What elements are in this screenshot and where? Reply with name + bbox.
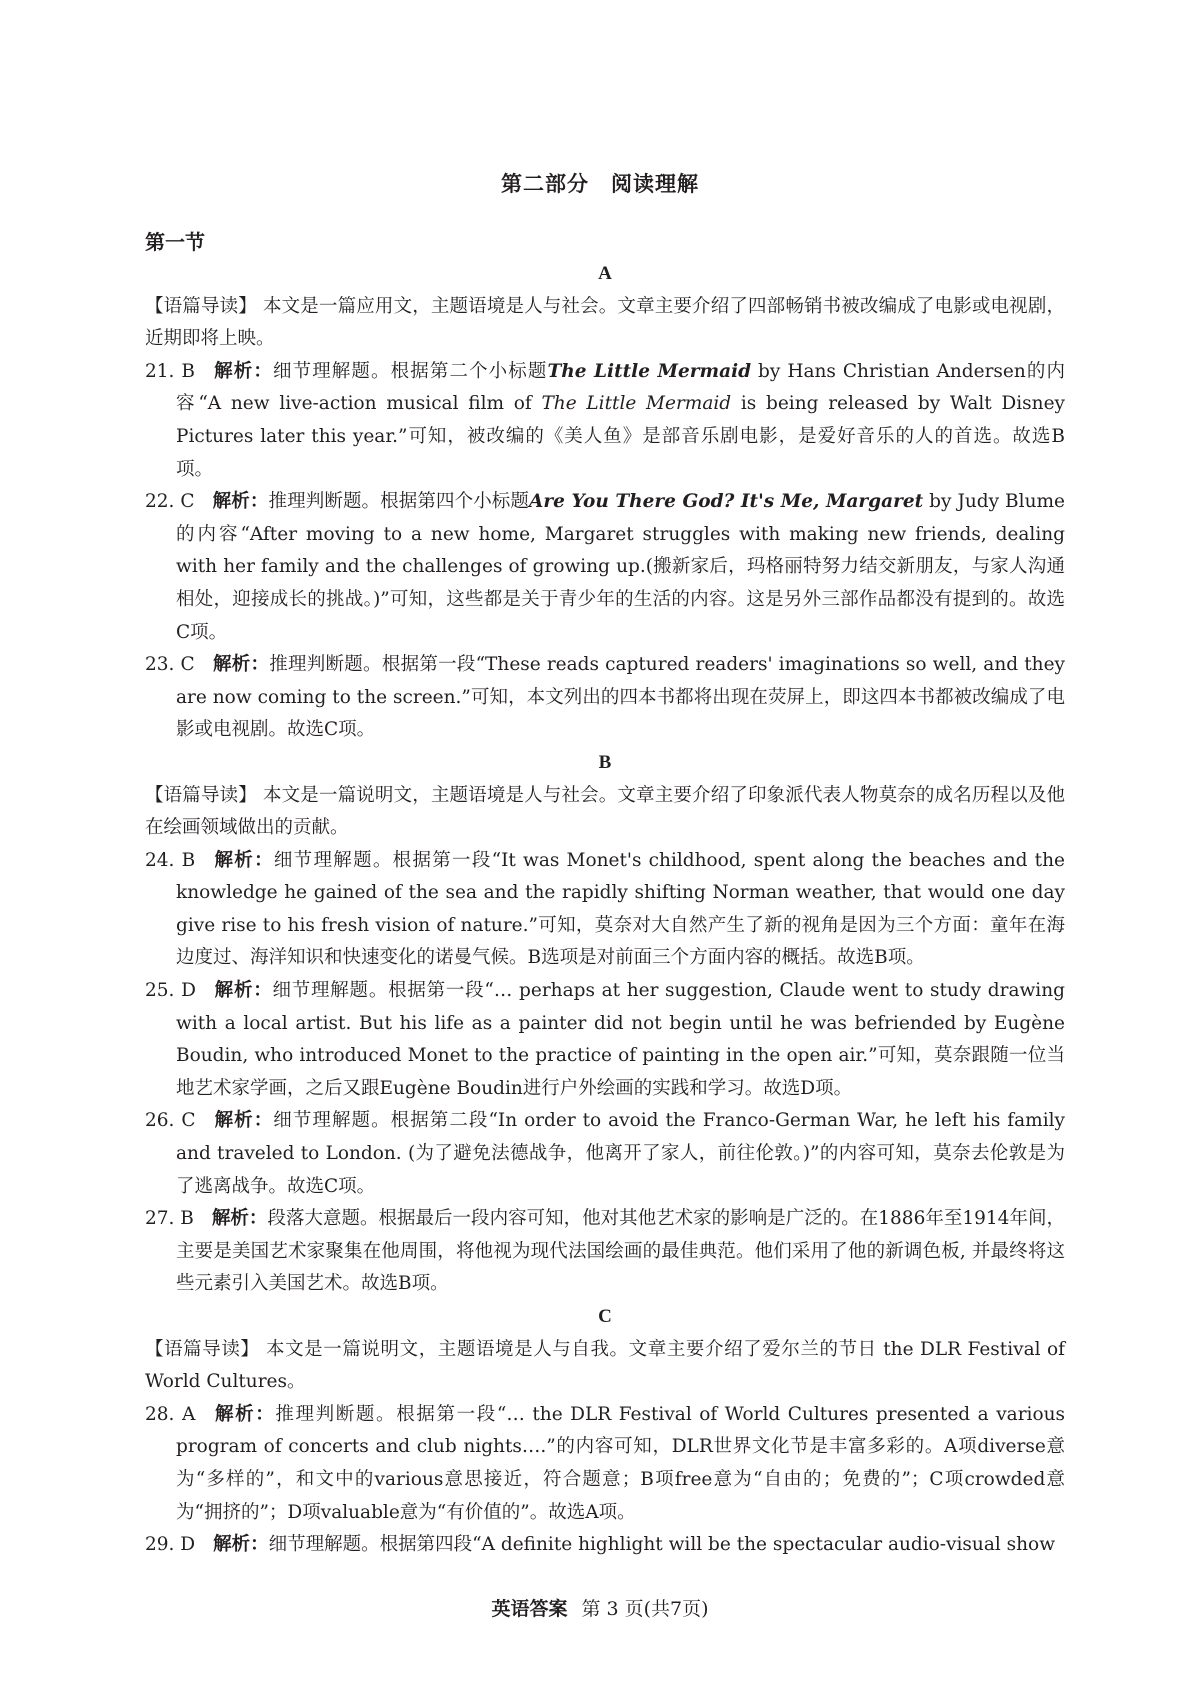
- question-29: [145, 1529, 1065, 1562]
- footer-page-number: 第 3 页(共7页): [581, 1598, 709, 1620]
- question-24: [145, 845, 1065, 975]
- intro-tag: 【语篇导读】: [145, 295, 257, 317]
- book-title: The Little Mermaid: [541, 393, 732, 415]
- passage-c-intro: [145, 1334, 1065, 1399]
- question-number: 21. B: [145, 360, 196, 382]
- passage-a-label: A: [598, 263, 612, 284]
- passage-b-intro: [145, 780, 1065, 845]
- analysis-text: 细节理解题。根据第一段“It was Monet's childhood, spent along the beaches and the knowledge he gained of the sea and the rapidly shifting Norman weather, that would one day give rise to his fresh vision of nature.”可知，莫奈对大自然产生了新的视角是因为三个方面：童年在海边度过、海洋知识和快速变化的诺曼气候。B选项是对前面三个方面内容的概括。故选B项。: [176, 849, 1065, 969]
- footer-subject: 英语答案: [491, 1598, 568, 1620]
- question-22: [145, 486, 1065, 649]
- analysis-text: by Hans Christian Andersen的内容“A new live-action musical film of: [176, 360, 1065, 415]
- analysis-text: 细节理解题。根据第四段“A definite highlight will be the spectacular audio-visual show: [268, 1534, 1056, 1556]
- analysis-label: 解析：: [212, 654, 270, 676]
- analysis-text: 推理判断题。根据第一段“These reads captured readers' imaginations so well, and they are now coming to the screen.”可知，本文列出的四本书都将出现在荧屏上，即这四本书都被改编成了电影或电视剧。故选C项。: [176, 654, 1065, 741]
- intro-text: 本文是一篇说明文，主题语境是人与自我。文章主要介绍了爱尔兰的节日 the DLR Festival of World Cultures。: [145, 1338, 1065, 1393]
- intro-text: 本文是一篇说明文，主题语境是人与社会。文章主要介绍了印象派代表人物莫奈的成名历程以及他在绘画领域做出的贡献。: [145, 784, 1065, 839]
- analysis-label: 解析：: [213, 1403, 276, 1425]
- question-21: [145, 356, 1065, 486]
- question-28: [145, 1399, 1065, 1529]
- passage-b-label: B: [598, 751, 612, 773]
- passage-c-label: C: [598, 1306, 612, 1327]
- analysis-text: 细节理解题。根据第二段“In order to avoid the Franco-German War, he left his family and traveled to London. (为了避免法德战争，他离开了家人，前往伦敦。)”的内容可知，莫奈去伦敦是为了逃离战争。故选C项。: [176, 1110, 1065, 1197]
- question-number: 29. D: [145, 1534, 196, 1556]
- question-23: [145, 649, 1065, 747]
- analysis-text: 细节理解题。根据第一段“… perhaps at her suggestion, Claude went to study drawing with a local artist. But his life as a painter did not begin until he was befriended by Eugène Boudin, who introduced Monet to the practice of painting in the open air.”可知，莫奈跟随一位当地艺术家学画，之后又跟Eugène Boudin进行户外绘画的实践和学习。故选D项。: [176, 980, 1065, 1099]
- question-25: [145, 975, 1065, 1105]
- page-title: 第二部分 阅读理解: [501, 171, 699, 196]
- question-number: 28. A: [145, 1403, 196, 1425]
- question-number: 27. B: [145, 1208, 194, 1230]
- intro-tag: 【语篇导读】: [145, 1338, 260, 1360]
- analysis-text: 细节理解题。根据第二个小标题: [272, 360, 548, 382]
- analysis-text: by Judy Blume的内容“After moving to a new home, Margaret struggles with making new friends, dealing with her family and the challenges of growing up.(搬新家后，玛格丽特努力结交新朋友，与家人沟通相处，迎接成长的挑战。)”可知，这些都是关于青少年的生活的内容。这是另外三部作品都没有提到的。故选C项。: [176, 491, 1065, 643]
- analysis-text: 推理判断题。根据第一段“… the DLR Festival of World Cultures presented a various program of concerts and club nights….”的内容可知，DLR世界文化节是丰富多彩的。A项diverse意为“多样的”，和文中的various意思接近，符合题意；B项free意为“自由的；免费的”；C项crowded意为“拥挤的”；D项valuable意为“有价值的”。故选A项。: [176, 1403, 1065, 1523]
- analysis-label: 解析：: [213, 1110, 274, 1132]
- analysis-label: 解析：: [211, 1208, 268, 1230]
- analysis-text: 段落大意题。根据最后一段内容可知，他对其他艺术家的影响是广泛的。在1886年至1914年间，主要是美国艺术家聚集在他周围，将他视为现代法国绘画的最佳典范。他们采用了他的新调色板, 并最终将这些元素引入美国艺术。故选B项。: [176, 1208, 1065, 1295]
- analysis-label: 解析：: [213, 980, 273, 1002]
- question-number: 22. C: [145, 491, 195, 513]
- question-number: 26. C: [145, 1110, 196, 1132]
- analysis-label: 解析：: [213, 1534, 269, 1556]
- question-number: 24. B: [145, 849, 196, 871]
- intro-tag: 【语篇导读】: [145, 784, 257, 806]
- analysis-label: 解析：: [213, 849, 274, 871]
- section-heading: 第一节: [145, 230, 205, 254]
- question-number: 23. C: [145, 654, 195, 676]
- analysis-text: 推理判断题。根据第四个小标题: [268, 491, 530, 513]
- analysis-label: 解析：: [212, 491, 269, 513]
- book-title: Are You There God? It's Me, Margaret: [529, 491, 924, 513]
- page-footer: [0, 1594, 1200, 1621]
- question-number: 25. D: [145, 980, 196, 1002]
- question-26: [145, 1105, 1065, 1203]
- answer-content: [145, 258, 1065, 1562]
- book-title: The Little Mermaid: [547, 360, 752, 382]
- analysis-label: 解析：: [213, 360, 273, 382]
- question-27: [145, 1203, 1065, 1301]
- passage-a-intro: [145, 291, 1065, 356]
- intro-text: 本文是一篇应用文，主题语境是人与社会。文章主要介绍了四部畅销书被改编成了电影或电视剧，近期即将上映。: [145, 295, 1065, 350]
- analysis-text: is being released by Walt Disney Pictures later this year.”可知，被改编的《美人鱼》是部音乐剧电影，是爱好音乐的人的首选。故选B项。: [176, 393, 1065, 480]
